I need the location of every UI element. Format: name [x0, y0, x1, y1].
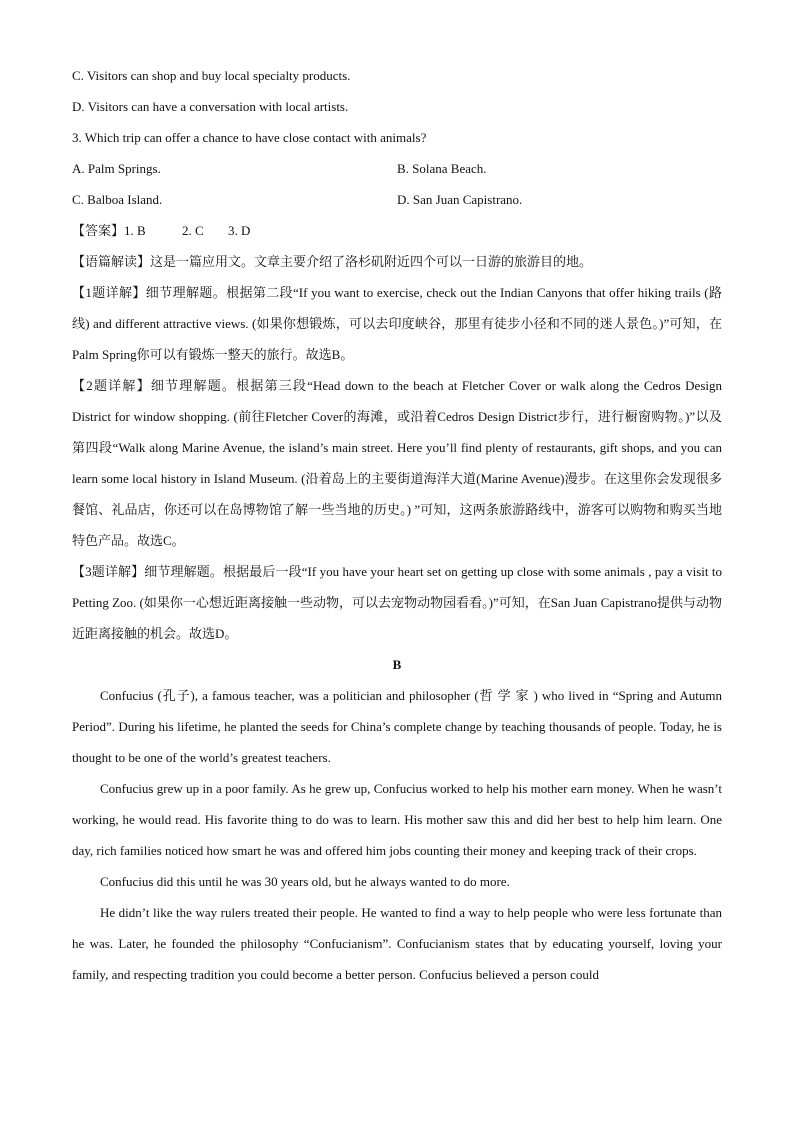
answer-key — [72, 215, 722, 246]
explanation-q1: 【1题详解】细节理解题。根据第二段“If you want to exercise, check out the Indian Canyons that offer hiking trails (路线) and different attractive views. (如果你想锻炼，可以去印度峡谷，那里有徒步小径和不同的迷人景色。)”可知，在Palm Spring你可以有锻炼一整天的旅行。故选B。 — [72, 285, 722, 362]
section-heading: B — [392, 657, 402, 672]
q3-option-a: A. Palm Springs. — [72, 161, 161, 176]
q3-option-d: D. San Juan Capistrano. — [397, 192, 523, 207]
answer-label: 【答案】 — [72, 223, 125, 238]
options-row-cd — [72, 184, 722, 215]
option-d: D. Visitors can have a conversation with local artists. — [72, 99, 349, 114]
options-row-ab — [72, 153, 722, 184]
q3-option-c: C. Balboa Island. — [72, 192, 163, 207]
answer-3: 3. D — [228, 223, 251, 238]
question-3: 3. Which trip can offer a chance to have close contact with animals? — [72, 130, 427, 145]
passage-overview: 【语篇解读】这是一篇应用文。文章主要介绍了洛杉矶附近四个可以一日游的旅游目的地。 — [72, 254, 593, 269]
answer-2: 2. C — [182, 223, 204, 238]
paragraph-1: Confucius (孔子), a famous teacher, was a politician and philosopher (哲 学 家 ) who lived in “Spring and Autumn Period”. During his lifetime, he planted the seeds for China’s complete change by teaching thousands of people. Today, he is thought to be one of the world’s greatest teachers. — [72, 688, 722, 765]
option-c: C. Visitors can shop and buy local specialty products. — [72, 68, 351, 83]
explanation-q3: 【3题详解】细节理解题。根据最后一段“If you have your heart set on getting up close with some animals , pay a visit to Petting Zoo. (如果你一心想近距离接触一些动物，可以去宠物动物园看看。)”可知，在San Juan Capistrano提供与动物近距离接触的机会。故选D。 — [72, 564, 722, 641]
answer-1: 1. B — [124, 223, 146, 238]
paragraph-3: Confucius did this until he was 30 years old, but he always wanted to do more. — [100, 874, 510, 889]
explanation-q2: 【2题详解】细节理解题。根据第三段“Head down to the beach at Fletcher Cover or walk along the Cedros Design District for window shopping. (前往Fletcher Cover的海滩，或沿着Cedros Design District步行，进行橱窗购物。)”以及第四段“Walk along Marine Avenue, the island’s main street. Here you’ll find plenty of restaurants, gift shops, and you can learn some local history in Island Museum. (沿着岛上的主要街道海洋大道(Marine Avenue)漫步。在这里你会发现很多餐馆、礼品店，你还可以在岛博物馆了解一些当地的历史。) ”可知，这两条旅游路线中，游客可以购物和购买当地特色产品。故选C。 — [72, 378, 722, 548]
q3-option-b: B. Solana Beach. — [397, 161, 487, 176]
document-page — [72, 60, 722, 990]
paragraph-2: Confucius grew up in a poor family. As he grew up, Confucius worked to help his mother earn money. When he wasn’t working, he would read. His favorite thing to do was to learn. His mother saw this and did her best to help him learn. One day, rich families noticed how smart he was and offered him jobs counting their money and keeping track of their crops. — [72, 781, 722, 858]
paragraph-4: He didn’t like the way rulers treated their people. He wanted to find a way to help people who were less fortunate than he was. Later, he founded the philosophy “Confucianism”. Confucianism states that by educating yourself, loving your family, and respecting tradition you could become a better person. Confucius believed a person could — [72, 905, 722, 982]
